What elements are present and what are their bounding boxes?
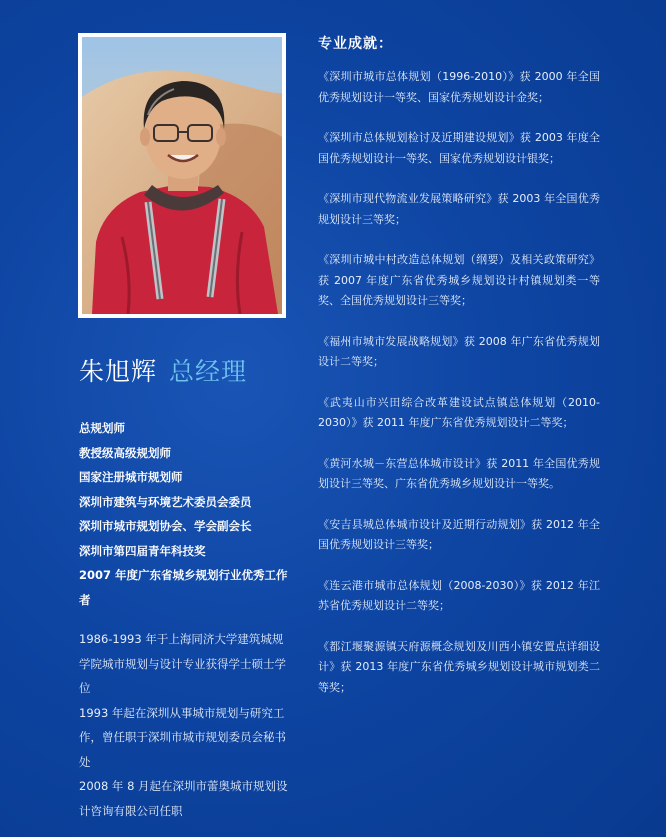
- qualification-item: 深圳市城市规划协会、学会副会长: [79, 519, 252, 533]
- portrait-photo-frame: [78, 33, 286, 318]
- qualification-item: 教授级高级规划师: [79, 445, 171, 460]
- award-item: 《连云港市城市总体规划（2008-2030）》获 2012 年江苏省优秀规划设计二等奖；: [318, 578, 600, 612]
- award-item: 《黄河水城－东营总体城市设计》获 2011 年全国优秀规划设计三等奖、广东省优秀城乡规划设计一等奖。: [318, 456, 600, 490]
- bio-paragraph: 1986-1993 年于上海同济大学建筑城规学院城市规划与设计专业获得学士硕士学位: [79, 632, 286, 695]
- award-item: 《安吉县城总体城市设计及近期行动规划》获 2012 年全国优秀规划设计三等奖；: [318, 517, 600, 551]
- person-position: 总经理: [169, 357, 248, 386]
- awards-list: [318, 67, 600, 698]
- award-item: 《深圳市总体规划检讨及近期建设规划》获 2003 年度全国优秀规划设计一等奖、国家优秀规划设计银奖；: [318, 131, 600, 165]
- achievements-heading: 专业成就：: [318, 36, 393, 52]
- biography: [79, 627, 294, 823]
- award-item: 《都江堰聚源镇天府源概念规划及川西小镇安置点详细设计》获 2013 年度广东省优秀城乡规划设计城市规划类二等奖；: [318, 639, 600, 694]
- qualification-item: 国家注册城市规划师: [79, 470, 183, 484]
- award-item: 《福州市城市发展战略规划》获 2008 年广东省优秀规划设计二等奖；: [318, 334, 600, 368]
- qualification-item: 深圳市建筑与环境艺术委员会委员: [79, 494, 252, 509]
- qualification-item: 2007 年度广东省城乡规划行业优秀工作者: [79, 568, 288, 607]
- portrait-photo: [82, 37, 282, 314]
- person-name: 朱旭辉: [79, 357, 158, 386]
- award-item: 《深圳市城中村改造总体规划（纲要）及相关政策研究》获 2007 年度广东省优秀城乡规划设计村镇规划类一等奖、全国优秀规划设计三等奖；: [318, 253, 600, 307]
- bio-paragraph: 2008 年 8 月起在深圳市蕾奥城市规划设计咨询有限公司任职: [79, 779, 288, 818]
- qualification-item: 深圳市第四届青年科技奖: [79, 543, 206, 558]
- award-item: 《武夷山市兴田综合改革建设试点镇总体规划（2010-2030）》获 2011 年度广东省优秀规划设计二等奖；: [318, 395, 600, 429]
- name-title-heading: [79, 352, 247, 388]
- qualification-item: 总规划师: [79, 421, 125, 435]
- achievements-section: [318, 33, 600, 698]
- award-item: 《深圳市城市总体规划（1996-2010）》获 2000 年全国优秀规划设计一等奖、国家优秀规划设计金奖；: [318, 70, 600, 104]
- award-item: 《深圳市现代物流业发展策略研究》获 2003 年全国优秀规划设计三等奖；: [318, 192, 600, 226]
- qualifications-list: [79, 416, 294, 612]
- bio-paragraph: 1993 年起在深圳从事城市规划与研究工作，曾任职于深圳市城市规划委员会秘书处: [79, 705, 286, 769]
